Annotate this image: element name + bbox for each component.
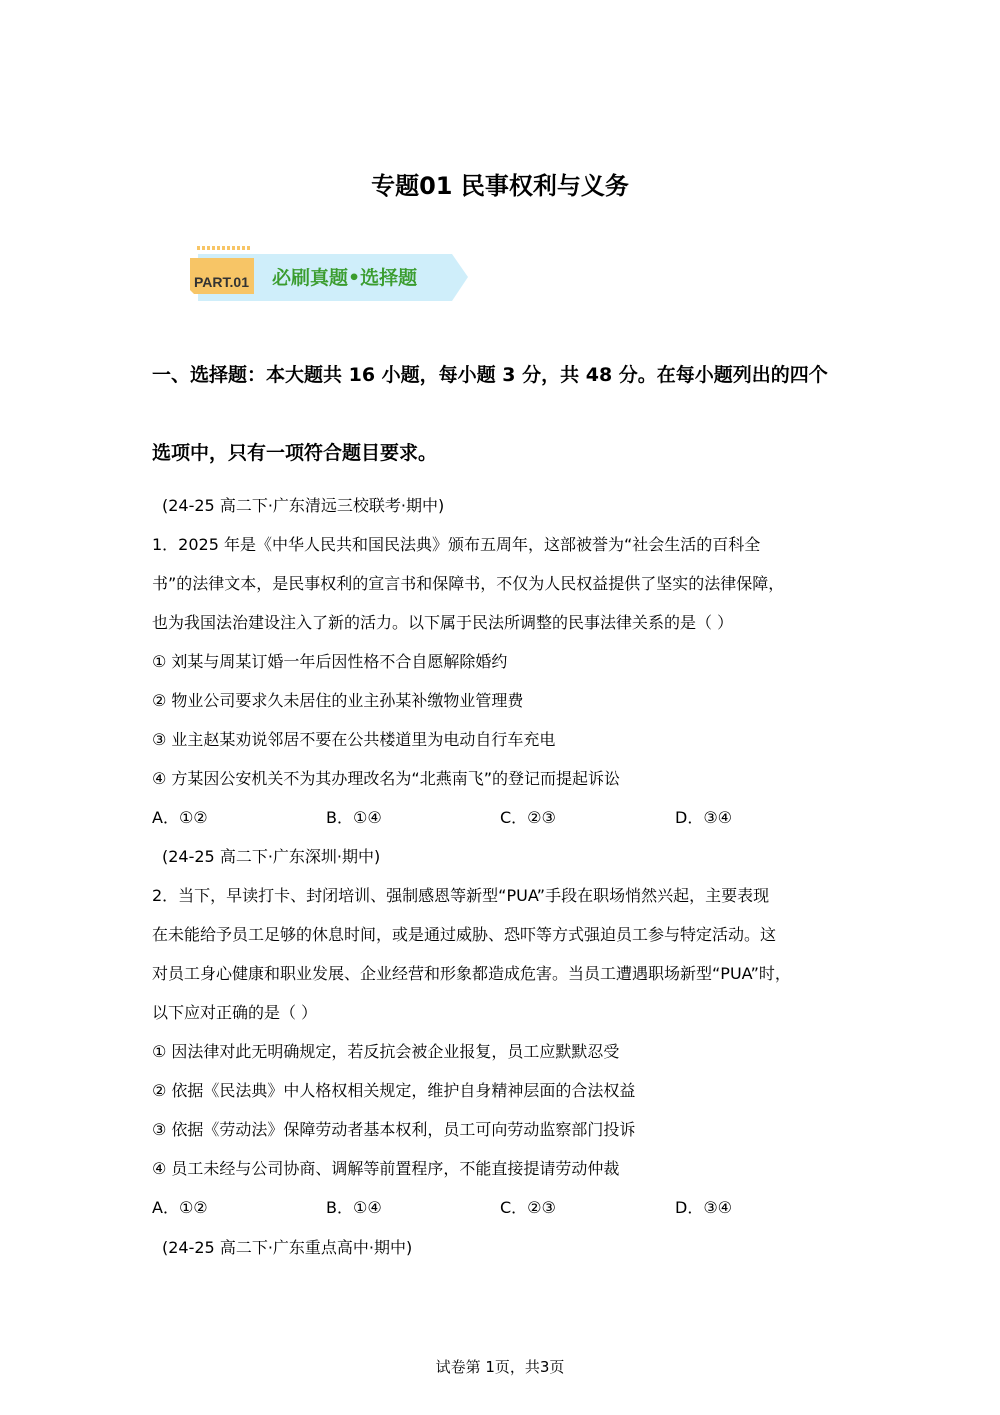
question-item: ④ 员工未经与公司协商、调解等前置程序，不能直接提请劳动仲裁	[152, 1159, 620, 1178]
answer-option-b: B．①④	[326, 1198, 382, 1217]
answer-option-a: A．①②	[152, 1198, 208, 1217]
answer-option-d: D．③④	[675, 808, 733, 827]
section-heading-line-2: 选项中，只有一项符合题目要求。	[152, 442, 438, 464]
answer-option-b: B．①④	[326, 808, 382, 827]
question-stem-line: 书”的法律文本，是民事权利的宣言书和保障书，不仅为人民权益提供了坚实的法律保障，	[152, 574, 785, 593]
part-banner	[190, 244, 470, 304]
answer-option-a: A．①②	[152, 808, 208, 827]
banner-dots	[197, 246, 250, 250]
question-item: ③ 依据《劳动法》保障劳动者基本权利，员工可向劳动监察部门投诉	[152, 1120, 636, 1139]
question-source: (24-25 高二下·广东清远三校联考·期中)	[162, 496, 445, 515]
answer-option-c: C．②③	[500, 1198, 556, 1217]
answer-option-c: C．②③	[500, 808, 556, 827]
question-stem-line: 也为我国法治建设注入了新的活力。以下属于民法所调整的民事法律关系的是（ ）	[152, 613, 734, 632]
page-footer: 试卷第 1页，共3页	[435, 1358, 565, 1376]
banner-title: 必刷真题•选择题	[272, 267, 418, 289]
question-stem-line: 1．2025 年是《中华人民共和国民法典》颁布五周年，这部被誉为“社会生活的百科全	[152, 535, 761, 554]
banner-part-label: PART.01	[194, 274, 249, 290]
question-item: ② 物业公司要求久未居住的业主孙某补缴物业管理费	[152, 691, 524, 710]
question-stem-line: 在未能给予员工足够的休息时间，或是通过威胁、恐吓等方式强迫员工参与特定活动。这	[152, 925, 777, 944]
question-item: ④ 方某因公安机关不为其办理改名为“北燕南飞”的登记而提起诉讼	[152, 769, 621, 788]
answer-option-d: D．③④	[675, 1198, 733, 1217]
question-item: ③ 业主赵某劝说邻居不要在公共楼道里为电动自行车充电	[152, 730, 556, 749]
question-item: ② 依据《民法典》中人格权相关规定，维护自身精神层面的合法权益	[152, 1081, 636, 1100]
question-stem-line: 对员工身心健康和职业发展、企业经营和形象都造成危害。当员工遭遇职场新型“PUA”时，	[152, 964, 791, 983]
page-title: 专题01 民事权利与义务	[371, 172, 629, 200]
question-item: ① 刘某与周某订婚一年后因性格不合自愿解除婚约	[152, 652, 508, 671]
question-source: (24-25 高二下·广东重点高中·期中)	[162, 1238, 413, 1257]
section-heading-line-1: 一、选择题：本大题共 16 小题，每小题 3 分，共 48 分。在每小题列出的四个	[152, 364, 828, 386]
question-source: (24-25 高二下·广东深圳·期中)	[162, 847, 381, 866]
question-stem-line: 以下应对正确的是（ ）	[152, 1003, 318, 1022]
question-stem-line: 2．当下，早读打卡、封闭培训、强制感恩等新型“PUA”手段在职场悄然兴起，主要表现	[152, 886, 770, 905]
question-item: ① 因法律对此无明确规定，若反抗会被企业报复，员工应默默忍受	[152, 1042, 620, 1061]
